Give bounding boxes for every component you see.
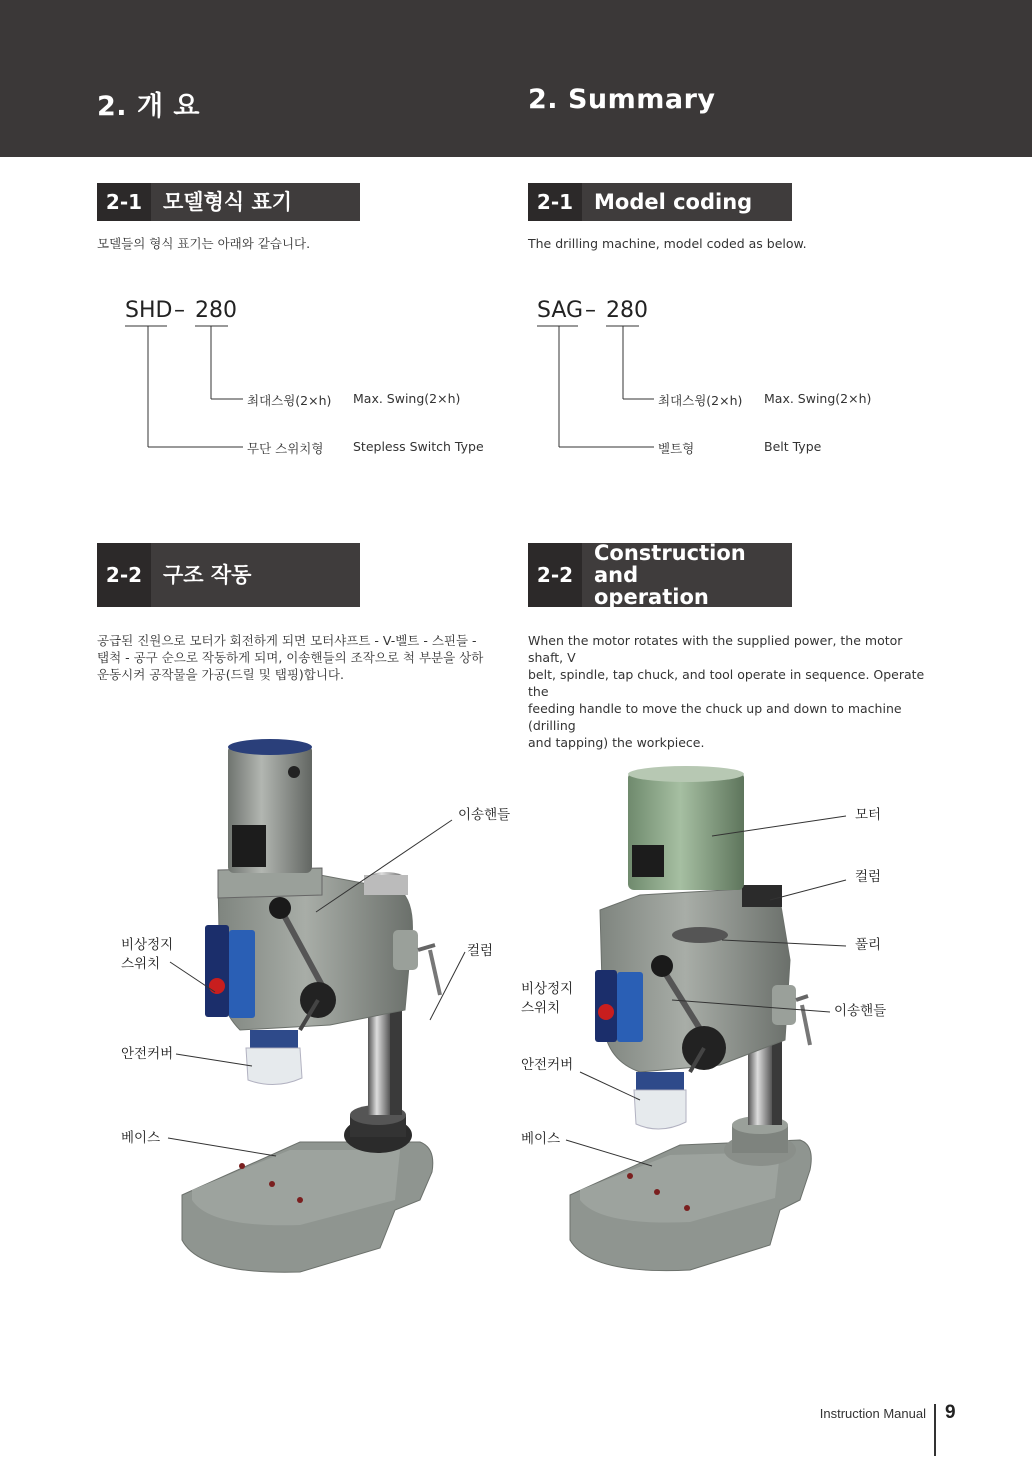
- footer-label: Instruction Manual: [819, 1406, 926, 1421]
- callout-line: 스위치: [521, 1000, 561, 1016]
- label-type-en: Stepless Switch Type: [353, 439, 484, 454]
- callout-feed-handle: 이송핸들: [834, 1003, 887, 1019]
- text-line: and tapping) the workpiece.: [528, 735, 705, 750]
- model-code-dash: –: [585, 298, 596, 323]
- label-type-en: Belt Type: [764, 439, 822, 454]
- model-code-series: SHD: [125, 298, 173, 323]
- callout-column: 컬럼: [855, 869, 882, 885]
- text-line: When the motor rotates with the supplied power, the motor shaft, V: [528, 633, 903, 665]
- callout-base: 베이스: [121, 1130, 161, 1146]
- page-title-en: 2. Summary: [528, 84, 716, 115]
- label-type-ko: 벨트형: [658, 441, 695, 456]
- model-code-series: SAG: [537, 298, 584, 323]
- section-number: 2-1: [528, 183, 582, 221]
- label-max-swing-en: Max. Swing(2×h): [353, 391, 461, 406]
- section-title: Model coding: [594, 190, 753, 214]
- section-title: 구조 작동: [163, 563, 252, 587]
- text-line: 운동시켜 공작물을 가공(드릴 및 탭핑)합니다.: [97, 667, 344, 682]
- section-title-line: Construction and: [594, 541, 746, 587]
- drill-press-sag-image: [570, 766, 811, 1271]
- label-type-ko: 무단 스위치형: [247, 441, 324, 456]
- model-code-connector-lines: [125, 326, 654, 447]
- callout-safety-cover: 안전커버: [121, 1046, 174, 1062]
- callout-pulley: 풀리: [855, 937, 882, 953]
- section-number: 2-1: [97, 183, 151, 221]
- label-max-swing-ko: 최대스윙(2×h): [658, 393, 743, 408]
- section-title: 모델형식 표기: [163, 190, 293, 214]
- model-code-dash: –: [174, 298, 185, 323]
- callout-line: 비상정지: [521, 981, 574, 997]
- callout-safety-cover: 안전커버: [521, 1057, 574, 1073]
- label-max-swing-en: Max. Swing(2×h): [764, 391, 872, 406]
- footer-divider: [934, 1404, 936, 1456]
- callout-emergency-stop: [521, 980, 573, 1018]
- page-title-ko: 2. 개 요: [97, 91, 201, 122]
- label-max-swing-ko: 최대스윙(2×h): [247, 393, 332, 408]
- callout-line: 스위치: [121, 956, 161, 972]
- text-line: belt, spindle, tap chuck, and tool operate in sequence. Operate the: [528, 667, 925, 699]
- callout-motor: 모터: [855, 807, 882, 823]
- drill-press-shd-image: [182, 739, 440, 1272]
- callout-column: 컬럼: [467, 943, 494, 959]
- section-number: 2-2: [97, 543, 151, 607]
- text-line: 공급된 진원으로 모터가 회전하게 되면 모터샤프트 - V-벨트 - 스핀들 -: [97, 633, 477, 648]
- callout-emergency-stop: [121, 936, 173, 974]
- section-title-line: operation: [594, 585, 709, 609]
- callout-base: 베이스: [521, 1131, 561, 1147]
- callout-line: 비상정지: [121, 937, 174, 953]
- text-line: 탭척 - 공구 순으로 작동하게 되며, 이송핸들의 조작으로 척 부분을 상하: [97, 650, 484, 665]
- page-number: 9: [945, 1402, 956, 1423]
- model-code-number: 280: [606, 298, 648, 323]
- callout-feed-handle: 이송핸들: [458, 807, 511, 823]
- model-coding-desc-ko: 모델들의 형식 표기는 아래와 같습니다.: [97, 236, 311, 251]
- section-number: 2-2: [528, 543, 582, 607]
- model-code-number: 280: [195, 298, 237, 323]
- text-line: feeding handle to move the chuck up and down to machine (drilling: [528, 701, 902, 733]
- model-coding-desc-en: The drilling machine, model coded as below.: [528, 236, 807, 251]
